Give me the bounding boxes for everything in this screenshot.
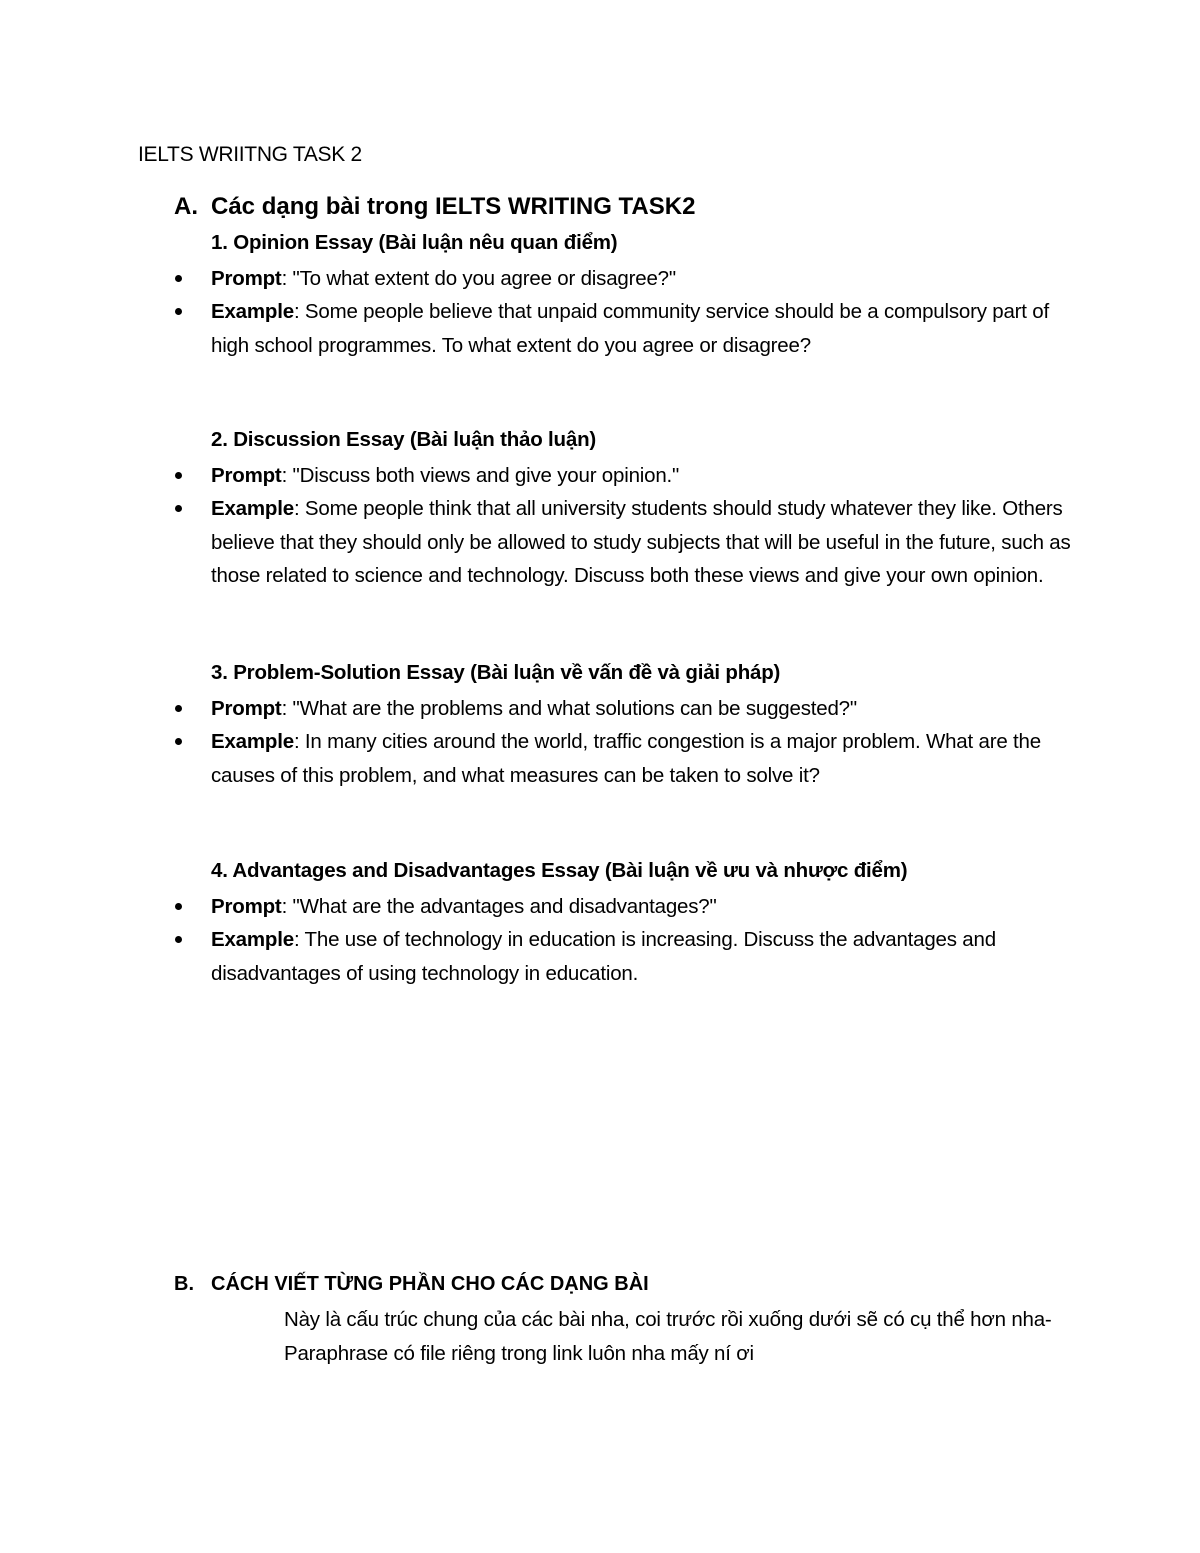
section-a-title: Các dạng bài trong IELTS WRITING TASK2 [211, 193, 696, 220]
bullet-prompt-problem-solution [211, 692, 1071, 726]
bullet-dot-icon [175, 472, 182, 479]
prompt-text: : "Discuss both views and give your opinion." [281, 464, 680, 487]
prompt-text: : "What are the advantages and disadvantages?" [281, 895, 717, 918]
bullet-dot-icon [175, 705, 182, 712]
prompt-text: : "What are the problems and what solutions can be suggested?" [281, 697, 857, 720]
section-b-marker: B. [174, 1273, 194, 1295]
essay-heading-problem-solution: 3. Problem-Solution Essay (Bài luận về vấn đề và giải pháp) [211, 661, 781, 684]
bullet-prompt-opinion [211, 262, 1071, 296]
prompt-text: : "To what extent do you agree or disagree?" [281, 267, 676, 290]
example-text: : Some people think that all university students should study whatever they like. Others believe that they should only be allowed to study subjects that will be useful in the future, such as those related to science and technology. Discuss both these views and give your own opinion. [211, 497, 1071, 587]
section-b-title: CÁCH VIẾT TỪNG PHẦN CHO CÁC DẠNG BÀI [211, 1273, 649, 1295]
section-a-heading [174, 193, 695, 221]
bullet-dot-icon [175, 275, 182, 282]
prompt-label: Prompt [211, 267, 282, 290]
section-b-note: Này là cấu trúc chung của các bài nha, coi trước rồi xuống dưới sẽ có cụ thể hơn nha- Paraphrase có file riêng trong link luôn nha mấy ní ơi [284, 1308, 1052, 1365]
bullet-prompt-advantages-disadvantages [211, 890, 1071, 924]
example-text: : Some people believe that unpaid community service should be a compulsory part of high school programmes. To what extent do you agree or disagree? [211, 300, 1049, 357]
bullet-example-advantages-disadvantages [211, 923, 1071, 990]
example-label: Example [211, 300, 294, 323]
example-label: Example [211, 730, 294, 753]
prompt-label: Prompt [211, 697, 282, 720]
section-a-marker: A. [174, 193, 198, 220]
bullet-example-problem-solution [211, 725, 1071, 792]
essay-heading-opinion: 1. Opinion Essay (Bài luận nêu quan điểm) [211, 231, 618, 254]
bullet-prompt-discussion [211, 459, 1071, 493]
bullet-dot-icon [175, 738, 182, 745]
example-text: : In many cities around the world, traffic congestion is a major problem. What are the causes of this problem, and what measures can be taken to solve it? [211, 730, 1041, 787]
bullet-example-opinion [211, 295, 1071, 362]
bullet-dot-icon [175, 936, 182, 943]
example-label: Example [211, 928, 294, 951]
example-text: : The use of technology in education is increasing. Discuss the advantages and disadvantages of using technology in education. [211, 928, 996, 985]
prompt-label: Prompt [211, 895, 282, 918]
section-b-heading [174, 1273, 649, 1296]
bullet-dot-icon [175, 308, 182, 315]
bullet-example-discussion [211, 492, 1071, 593]
bullet-dot-icon [175, 903, 182, 910]
essay-heading-advantages-disadvantages: 4. Advantages and Disadvantages Essay (Bài luận về ưu và nhược điểm) [211, 859, 908, 882]
essay-heading-discussion: 2. Discussion Essay (Bài luận thảo luận) [211, 428, 597, 451]
bullet-dot-icon [175, 505, 182, 512]
document-title: IELTS WRIITNG TASK 2 [138, 143, 362, 166]
prompt-label: Prompt [211, 464, 282, 487]
example-label: Example [211, 497, 294, 520]
